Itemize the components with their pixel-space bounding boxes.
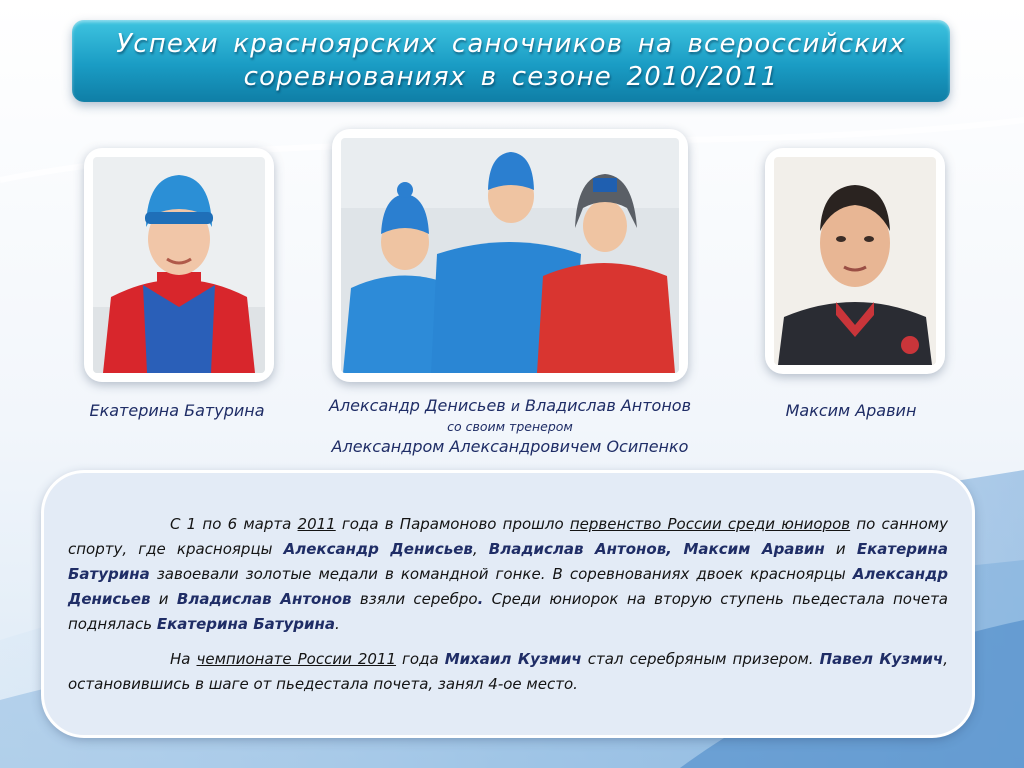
p2-text1: На xyxy=(170,650,197,668)
p1-text9: Среди юниорок на вторую ступень пьедестала почета поднялась xyxy=(68,590,948,633)
p1-name4: Александр Денисьев xyxy=(68,565,948,608)
caption-name1: Александр Денисьев xyxy=(328,396,506,415)
paragraph-2 xyxy=(68,647,948,697)
caption-middle-names xyxy=(300,396,720,417)
athlete-portrait-photo xyxy=(774,157,936,365)
p1-text1: С 1 по 6 марта xyxy=(170,515,298,533)
caption-right: Максим Аравин xyxy=(785,401,917,420)
athlete-portrait-photo xyxy=(93,157,265,373)
p1-year-link[interactable]: 2011 xyxy=(297,515,336,533)
p2-text3: стал серебряным призером. xyxy=(581,650,820,668)
caption-with-coach: со своим тренером xyxy=(447,419,573,434)
photo-frame-middle xyxy=(332,129,688,382)
p1-name3: Екатерина Батурина xyxy=(68,540,948,583)
p2-text4: , остановившись в шаге от пьедестала почета, занял 4-ое место. xyxy=(68,650,949,693)
p1-name2: Владислав Антонов, Максим Аравин xyxy=(488,540,825,558)
panel-text xyxy=(68,512,948,697)
p1-text4: , xyxy=(472,540,489,558)
photo-frame-left xyxy=(84,148,274,382)
p1-text6: завоевали золотые медали в командной гонке. В соревнованиях двоек красноярцы xyxy=(149,565,853,583)
p1-text8: взяли серебро xyxy=(351,590,478,608)
p1-text3: по санному спорту, где красноярцы xyxy=(68,515,948,558)
p2-event-link[interactable]: чемпионате России 2011 xyxy=(196,650,397,668)
p1-name5: Владислав Антонов xyxy=(176,590,352,608)
caption-and: и xyxy=(510,399,520,415)
p1-name1: Александр Денисьев xyxy=(283,540,473,558)
slide-title-line2: соревнованиях в сезоне 2010/2011 xyxy=(243,62,779,92)
caption-name2: Владислав Антонов xyxy=(525,396,692,415)
p2-text2: года xyxy=(396,650,445,668)
slide-title xyxy=(116,28,906,94)
p2-name1: Михаил Кузмич xyxy=(444,650,582,668)
caption-middle xyxy=(300,396,720,457)
p1-dot: . xyxy=(477,590,484,608)
p1-text10: . xyxy=(334,615,340,633)
p1-event-link[interactable]: первенство России среди юниоров xyxy=(569,515,851,533)
photo-frame-right xyxy=(765,148,945,374)
title-banner xyxy=(72,20,950,102)
p1-text5: и xyxy=(824,540,857,558)
p2-name2: Павел Кузмич xyxy=(819,650,944,668)
group-photo-with-coach xyxy=(341,138,679,373)
slide-title-line1: Успехи красноярских саночников на всероссийских xyxy=(116,29,906,59)
p1-name6: Екатерина Батурина xyxy=(156,615,335,633)
caption-coach: Александром Александровичем Осипенко xyxy=(331,437,689,456)
paragraph-1 xyxy=(68,512,948,637)
p1-text2: года в Парамоново прошло xyxy=(335,515,570,533)
p1-text7: и xyxy=(150,590,177,608)
caption-left: Екатерина Батурина xyxy=(89,401,265,420)
